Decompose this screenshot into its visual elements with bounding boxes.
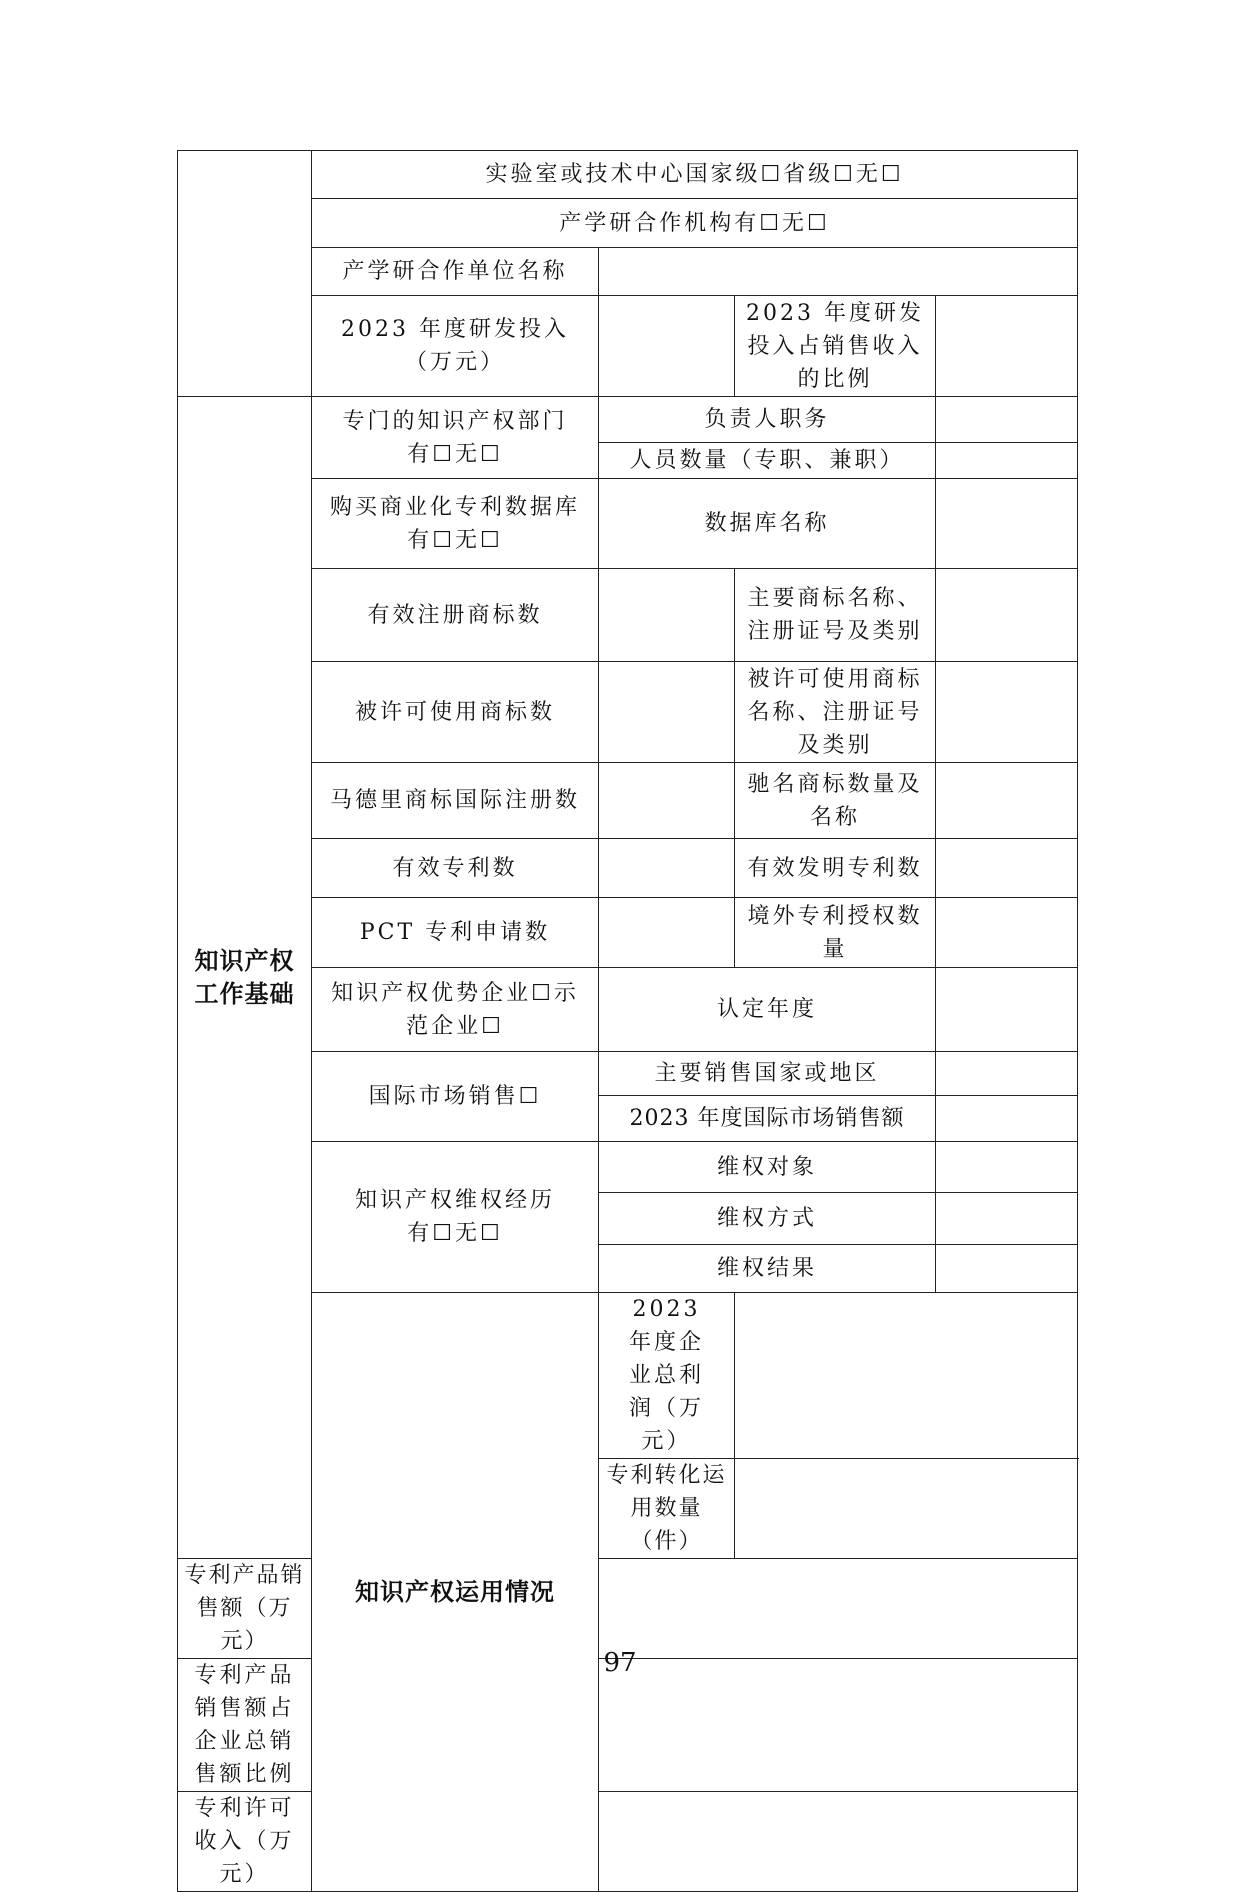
valid-invention-patents-label: 有效发明专利数 (735, 839, 936, 898)
valid-patents-label: 有效专利数 (312, 839, 599, 898)
famous-trademarks-field[interactable] (936, 763, 1078, 839)
recognition-year-label: 认定年度 (599, 968, 936, 1052)
enforcement-history-options: 有☐无☐ (407, 1221, 503, 1246)
sales-countries-label: 主要销售国家或地区 (599, 1052, 936, 1096)
enforcement-target-label: 维权对象 (599, 1142, 936, 1193)
ip-department-label (312, 397, 599, 479)
patent-sales-ratio-field[interactable] (599, 1659, 1078, 1792)
ip-work-base-title: 知识产权工作基础 (178, 397, 312, 1559)
trademark-info-field[interactable] (936, 569, 1078, 662)
iur-unit-name-field[interactable] (599, 248, 1078, 296)
staff-count-field[interactable] (936, 443, 1078, 479)
enforcement-method-field[interactable] (936, 1193, 1078, 1245)
registered-trademarks-label: 有效注册商标数 (312, 569, 599, 662)
madrid-registration-field[interactable] (599, 763, 735, 839)
famous-trademarks-label: 驰名商标数量及名称 (735, 763, 936, 839)
sales-countries-field[interactable] (936, 1052, 1078, 1096)
enforcement-history-text: 知识产权维权经历 (354, 1188, 555, 1213)
total-profit-label: 2023 年度企业总利润（万元） (599, 1293, 735, 1459)
intl-sales-label: 国际市场销售☐ (312, 1052, 599, 1142)
ip-department-text: 专门的知识产权部门 (342, 408, 568, 434)
advantage-enterprise-label: 知识产权优势企业☐示范企业☐ (312, 968, 599, 1052)
database-name-label: 数据库名称 (599, 479, 936, 569)
pct-applications-label: PCT 专利申请数 (312, 898, 599, 968)
licensed-trademark-info-field[interactable] (936, 662, 1078, 763)
registered-trademarks-field[interactable] (599, 569, 735, 662)
licensed-trademarks-field[interactable] (599, 662, 735, 763)
patent-transfer-field[interactable] (735, 1459, 1078, 1559)
patent-database-options: 有☐无☐ (407, 527, 503, 553)
license-income-label: 专利许可收入（万元） (178, 1792, 312, 1892)
intl-sales-amount-field[interactable] (936, 1096, 1078, 1142)
section-label-empty (178, 151, 312, 397)
enforcement-target-field[interactable] (936, 1142, 1078, 1193)
patent-database-text: 购买商业化专利数据库 (329, 494, 580, 520)
licensed-trademarks-label: 被许可使用商标数 (312, 662, 599, 763)
enforcement-result-field[interactable] (936, 1245, 1078, 1293)
license-income-field[interactable] (599, 1792, 1078, 1892)
manager-title-field[interactable] (936, 397, 1078, 443)
patent-product-sales-label: 专利产品销售额（万元） (178, 1559, 312, 1659)
rd-investment-label: 2023 年度研发投入（万元） (312, 296, 599, 397)
licensed-trademark-info-label: 被许可使用商标名称、注册证号及类别 (735, 662, 936, 763)
lab-center-level: 实验室或技术中心国家级☐省级☐无☐ (312, 151, 1078, 199)
rd-ratio-field[interactable] (936, 296, 1078, 397)
recognition-year-field[interactable] (936, 968, 1078, 1052)
database-name-field[interactable] (936, 479, 1078, 569)
overseas-patents-field[interactable] (936, 898, 1078, 968)
manager-title-label: 负责人职务 (599, 397, 936, 443)
page-number: 97 (603, 1648, 637, 1678)
rd-ratio-label: 2023 年度研发投入占销售收入的比例 (735, 296, 936, 397)
enforcement-result-label: 维权结果 (599, 1245, 936, 1293)
ip-utilization-title: 知识产权运用情况 (312, 1293, 599, 1892)
valid-invention-patents-field[interactable] (936, 839, 1078, 898)
pct-applications-field[interactable] (599, 898, 735, 968)
rd-investment-field[interactable] (599, 296, 735, 397)
patent-database-label (312, 479, 599, 569)
ip-application-form-table (177, 150, 1078, 1892)
iur-unit-name-label: 产学研合作单位名称 (312, 248, 599, 296)
enforcement-history-label (312, 1142, 599, 1293)
enforcement-method-label: 维权方式 (599, 1193, 936, 1245)
patent-product-sales-field[interactable] (599, 1559, 1078, 1659)
total-profit-field[interactable] (735, 1293, 1078, 1459)
patent-transfer-label: 专利转化运用数量（件） (599, 1459, 735, 1559)
ip-department-options: 有☐无☐ (407, 441, 503, 467)
trademark-info-label: 主要商标名称、注册证号及类别 (735, 569, 936, 662)
intl-sales-amount-label: 2023 年度国际市场销售额 (599, 1096, 936, 1142)
iur-cooperation-org: 产学研合作机构有☐无☐ (312, 199, 1078, 248)
staff-count-label: 人员数量（专职、兼职） (599, 443, 936, 479)
valid-patents-field[interactable] (599, 839, 735, 898)
overseas-patents-label: 境外专利授权数量 (735, 898, 936, 968)
patent-sales-ratio-label: 专利产品销售额占企业总销售额比例 (178, 1659, 312, 1792)
madrid-registration-label: 马德里商标国际注册数 (312, 763, 599, 839)
